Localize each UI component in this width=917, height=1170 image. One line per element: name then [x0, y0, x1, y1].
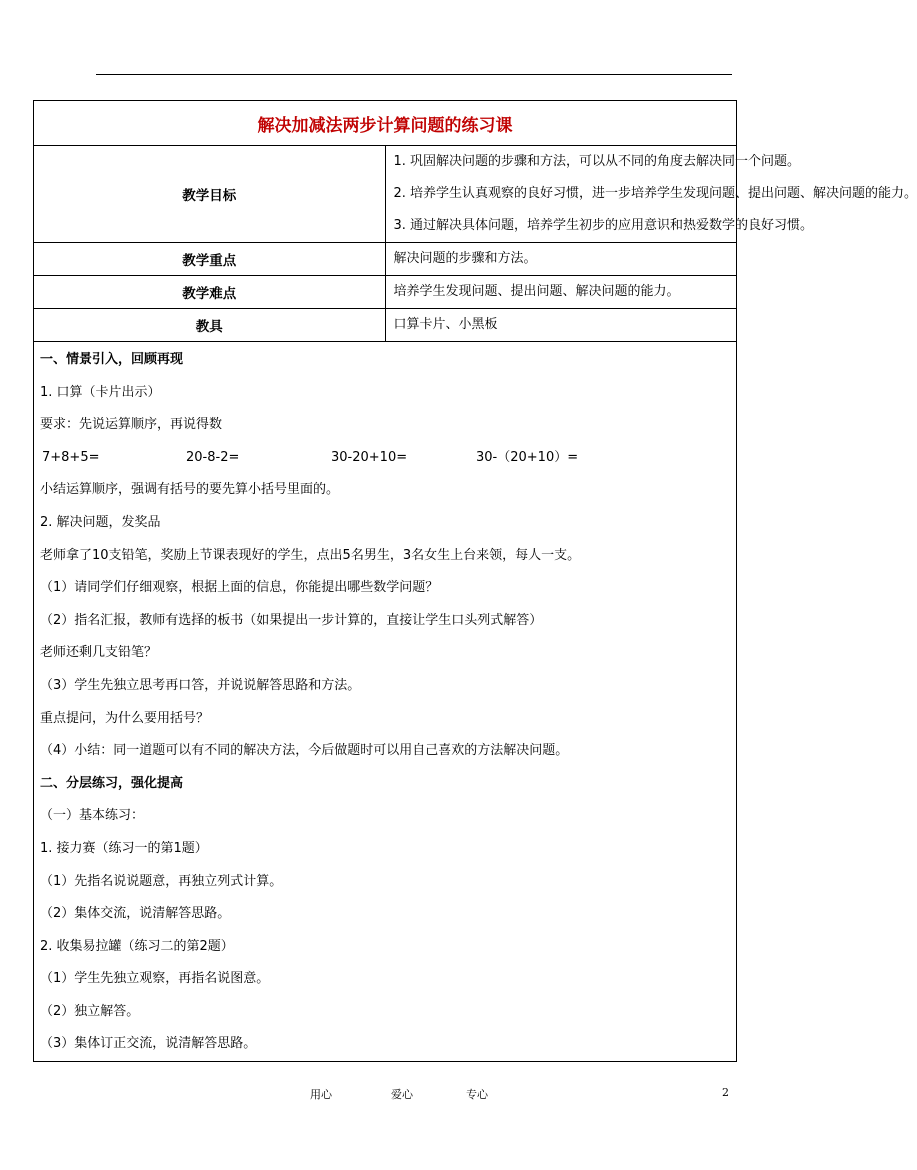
difficulties-text: 培养学生发现问题、提出问题、解决问题的能力。	[393, 284, 680, 299]
body-line: 1. 口算（卡片出示）	[40, 384, 161, 400]
body-line: （2）独立解答。	[40, 1003, 140, 1019]
body-line: 要求：先说运算顺序，再说得数	[40, 417, 223, 433]
body-line: 2. 收集易拉罐（练习二的第2题）	[40, 938, 234, 954]
teaching-aids-text: 口算卡片、小黑板	[393, 317, 498, 332]
lesson-plan-table	[33, 100, 917, 1062]
goals-row	[34, 146, 737, 243]
lesson-body	[34, 342, 737, 1062]
body-line: （2）指名汇报，教师有选择的板书（如果提出一步计算的，直接让学生口头列式解答）	[40, 612, 543, 628]
goal-item: 2. 培养学生认真观察的良好习惯，进一步培养学生发现问题、提出问题、解决问题的能力。	[393, 186, 917, 201]
goal-item: 1. 巩固解决问题的步骤和方法，可以从不同的角度去解决同一个问题。	[393, 154, 801, 169]
mental-math-item: 30-20+10=	[331, 449, 408, 465]
mental-math-row	[40, 442, 736, 475]
key-points-row	[34, 243, 737, 276]
mental-math-item: 7+8+5=	[42, 449, 100, 465]
title-row	[34, 101, 737, 146]
body-line: （1）先指名说说题意，再独立列式计算。	[40, 873, 283, 889]
body-line: 老师拿了10支铅笔，奖励上节课表现好的学生，点出5名男生，3名女生上台来领，每人一支。	[40, 547, 581, 563]
lesson-body-row	[34, 342, 737, 1062]
body-line: （2）集体交流，说清解答思路。	[40, 906, 231, 922]
page-number: 2	[722, 1086, 729, 1099]
difficulties-value	[385, 276, 737, 309]
body-line: 小结运算顺序，强调有括号的要先算小括号里面的。	[40, 482, 340, 498]
key-points-text: 解决问题的步骤和方法。	[393, 251, 537, 266]
footer-motto: 用心	[310, 1088, 332, 1101]
teaching-aids-row	[34, 309, 737, 342]
teaching-aids-label: 教具	[34, 309, 386, 342]
section-heading: 二、分层练习，强化提高	[40, 775, 184, 791]
goals-label: 教学目标	[34, 146, 386, 243]
body-line: （4）小结：同一道题可以有不同的解决方法，今后做题时可以用自己喜欢的方法解决问题。	[40, 743, 569, 759]
key-points-value	[385, 243, 737, 276]
difficulties-label: 教学难点	[34, 276, 386, 309]
goal-item: 3. 通过解决具体问题，培养学生初步的应用意识和热爱数学的良好习惯。	[393, 218, 814, 233]
difficulties-row	[34, 276, 737, 309]
key-points-label: 教学重点	[34, 243, 386, 276]
body-line: （一）基本练习：	[40, 808, 145, 824]
body-line: （1）学生先独立观察，再指名说图意。	[40, 971, 270, 987]
body-line: （3）学生先独立思考再口答，并说说解答思路和方法。	[40, 677, 361, 693]
body-line: 老师还剩几支铅笔？	[40, 645, 158, 661]
section-heading: 一、情景引入，回顾再现	[40, 352, 184, 367]
mental-math-item: 30-（20+10）=	[476, 449, 579, 465]
body-line: （3）集体订正交流，说清解答思路。	[40, 1036, 257, 1052]
footer-motto: 爱心	[391, 1088, 413, 1101]
footer-motto: 专心	[466, 1088, 488, 1101]
teaching-aids-value	[385, 309, 737, 342]
body-line: （1）请同学们仔细观察，根据上面的信息，你能提出哪些数学问题？	[40, 580, 439, 596]
goals-content	[385, 146, 917, 243]
body-line: 2. 解决问题，发奖品	[40, 514, 161, 530]
body-line: 重点提问，为什么要用括号？	[40, 710, 210, 726]
body-line: 1. 接力赛（练习一的第1题）	[40, 840, 208, 856]
header-rule	[96, 74, 732, 75]
mental-math-item: 20-8-2=	[186, 449, 240, 465]
lesson-title: 解决加减法两步计算问题的练习课	[34, 101, 737, 146]
